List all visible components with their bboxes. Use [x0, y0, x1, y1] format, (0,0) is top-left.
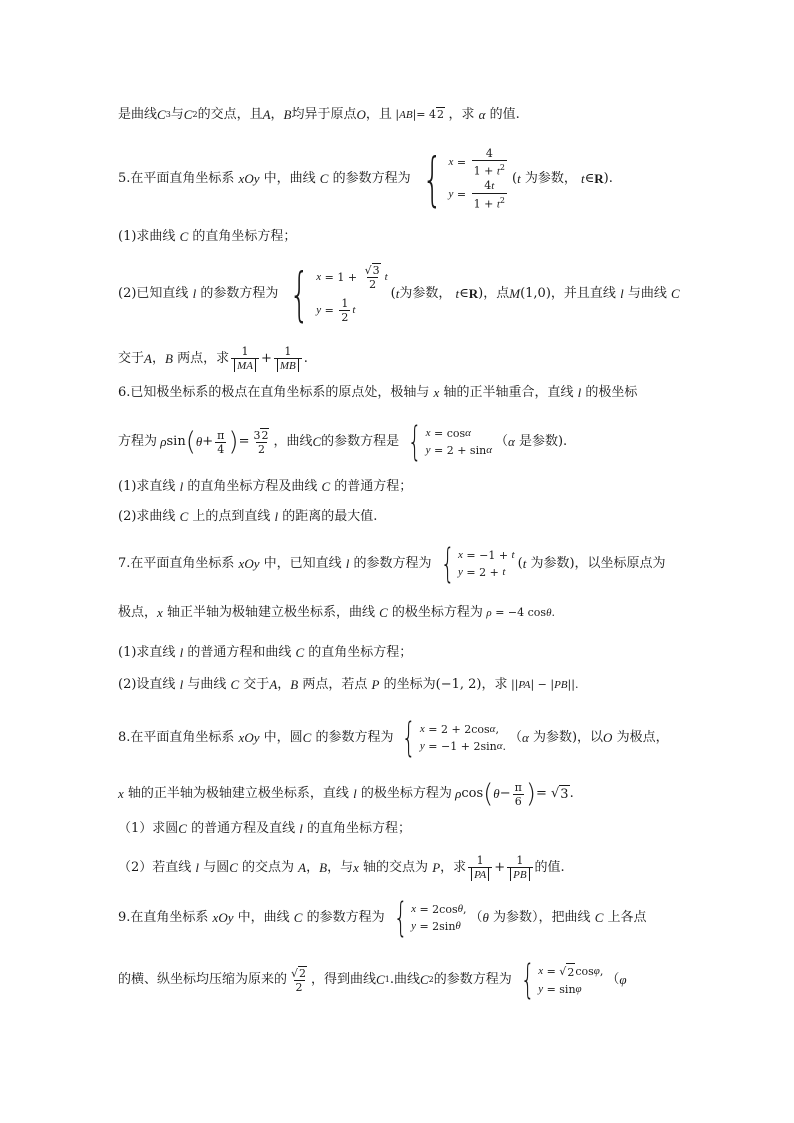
- q9-system: { x = 2cos θ , y = 2sin θ: [393, 895, 467, 941]
- text: 的距离的最大值.: [282, 509, 378, 524]
- text: 的直角坐标方程；: [192, 229, 297, 244]
- text: 轴的交点为: [363, 860, 429, 875]
- text: 的普通方程和曲线: [187, 645, 292, 660]
- text: ，点: [483, 286, 510, 301]
- text: 两点，求: [177, 351, 230, 366]
- text: 与曲线: [627, 286, 667, 301]
- text: 极点，: [118, 605, 158, 620]
- text: ，求: [448, 107, 475, 122]
- text: 为参数)，以坐标原点为: [530, 556, 666, 571]
- q5-part2-cont: 交于 A ， B 两点，求 $\frac{1}{MA}$ + $\frac{1}{MB}$ .: [118, 345, 308, 372]
- q8-line1: 8.在平面直角坐标系 xOy 中，圆 C 的参数方程为 { x = 2 + 2cos α , y = −1 + 2sin α . （ α 为参数)，以 O 为极点，: [118, 715, 669, 761]
- text: 的普通方程；: [334, 479, 413, 494]
- text: 为极点，: [616, 730, 669, 745]
- text: .曲线: [389, 972, 420, 987]
- text: (1)求直线: [118, 645, 176, 660]
- text: 的参数方程为: [433, 972, 512, 987]
- text: 的交点为: [242, 860, 295, 875]
- text: 轴正半轴为极轴建立极坐标系，曲线: [166, 605, 375, 620]
- q6-part1: (1)求直线 l 的直角坐标方程及曲线 C 的普通方程；: [118, 479, 413, 494]
- text: 为参数)，以: [532, 730, 604, 745]
- q9-line1: 9.在直角坐标系 xOy 中，曲线 C 的参数方程为 { x = 2cos θ , y = 2sin θ （ θ 为参数），把曲线 C 上各点: [118, 895, 647, 941]
- text: ，曲线: [273, 434, 313, 449]
- q7-line1: 7.在平面直角坐标系 xOy 中，已知直线 l 的参数方程为 { x = −1 + t y = 2 + t ( t 为参数)，以坐标原点为: [118, 541, 666, 587]
- math-ab: |AB|= 42: [391, 108, 444, 121]
- q8-system: { x = 2 + 2cos α , y = −1 + 2sin α .: [402, 715, 506, 761]
- text: 的参数方程为: [200, 286, 279, 301]
- text: 为参数，: [524, 171, 577, 186]
- text: 两点，若点: [302, 677, 368, 692]
- text: 的坐标为: [383, 677, 436, 692]
- text: 的参数方程为: [315, 730, 394, 745]
- q5-part1: (1)求曲线 C 的直角坐标方程；: [118, 229, 297, 244]
- text: 的极坐标: [585, 385, 638, 400]
- text: 中，曲线: [263, 171, 316, 186]
- q5-system: { x = $\frac{4}{1 + t^2}$ y = $\frac{4t}{1 + t^2}$: [421, 145, 505, 213]
- text: ，与: [327, 860, 354, 875]
- text: （: [606, 972, 620, 987]
- text: 均异于原点: [291, 107, 357, 122]
- text: 7.在平面直角坐标系: [118, 556, 235, 571]
- text: 5.在平面直角坐标系: [118, 171, 235, 186]
- text: 的直角坐标方程；: [307, 821, 412, 836]
- text: 的直角坐标方程及曲线: [187, 479, 318, 494]
- text: 是曲线: [118, 107, 158, 122]
- text: 轴的正半轴为极轴建立极坐标系，直线: [127, 786, 349, 801]
- text: 交于: [243, 677, 270, 692]
- text: 的极坐标方程为: [360, 786, 452, 801]
- text: 8.在平面直角坐标系: [118, 730, 235, 745]
- q4-tail-line: 是曲线 C 3 与 C 2 的交点，且 A ， B 均异于原点 O ，且 |AB|= 42 ，求 α 的值.: [118, 107, 520, 122]
- text: 轴的正半轴重合，直线: [443, 385, 574, 400]
- text: (2)已知直线: [118, 286, 189, 301]
- q8-part2: （2）若直线 l 与圆 C 的交点为 A ， B ，与 x 轴的交点为 P ，求 $\frac{1}{PA}$ + $\frac{1}{PB}$ 的值.: [118, 854, 565, 881]
- q6-part2: (2)求曲线 C 上的点到直线 l 的距离的最大值.: [118, 509, 378, 524]
- text: 9.在直角坐标系: [118, 910, 209, 925]
- text: (1)求直线: [118, 479, 176, 494]
- text: 6.已知极坐标系的极点在直角坐标系的原点处，极轴与: [118, 385, 430, 400]
- text: 交于: [118, 351, 145, 366]
- text: 上的点到直线: [192, 509, 271, 524]
- text: 上各点: [607, 910, 647, 925]
- text: 方程为: [118, 434, 158, 449]
- text: (1)求曲线: [118, 229, 176, 244]
- q9-system-2: { x = √ 2 cos φ , y = sin φ: [520, 957, 604, 1003]
- text: 是参数).: [518, 434, 568, 449]
- text: (2)求曲线: [118, 509, 176, 524]
- text: 与曲线: [187, 677, 227, 692]
- q7-system: { x = −1 + t y = 2 + t: [440, 541, 515, 587]
- text: 中，已知直线: [263, 556, 342, 571]
- text: 中，曲线: [237, 910, 290, 925]
- text: 的直角坐标方程；: [308, 645, 413, 660]
- q5-line-system: { x = 1 + $\frac{√3}{2}$ t y = $\frac{1}{2}$ t: [289, 260, 388, 328]
- text: 为参数，: [399, 286, 452, 301]
- text: 的参数方程为: [306, 910, 385, 925]
- q8-part1: （1）求圆 C 的普通方程及直线 l 的直角坐标方程；: [118, 821, 412, 836]
- text: 的极坐标方程为: [391, 605, 483, 620]
- q5-part2: (2)已知直线 l 的参数方程为 { x = 1 + $\frac{√3}{2}$ t y = $\frac{1}{2}$ t ( t 为参数， t ∈ R ) ，点 M (1,0) ，并且直线 l 与曲线 C: [118, 260, 680, 328]
- q6-line2: 方程为 ρ sin ( θ + $\frac{\pi}{4}$ ) = $\frac{32}{2}$ ，曲线 C 的参数方程是 { x = cos α y = 2 + sin α （ α 是参数).: [118, 419, 568, 465]
- text: ，且: [365, 107, 392, 122]
- text: 的参数方程为: [332, 171, 411, 186]
- text: 与: [170, 107, 184, 122]
- text: 的交点，且: [197, 107, 263, 122]
- text: 的横、纵坐标均压缩为原来的: [118, 972, 288, 987]
- text: 的值.: [534, 860, 565, 875]
- q9-line2: 的横、纵坐标均压缩为原来的 $\frac{√2}{2}$ ，得到曲线 C 1 .曲线 C 2 的参数方程为 { x = √ 2 cos φ , y = sin φ （ φ: [118, 957, 627, 1003]
- text: 与圆: [203, 860, 230, 875]
- text: 的值.: [489, 107, 520, 122]
- q7-part2: (2)设直线 l 与曲线 C 交于 A ， B 两点，若点 P 的坐标为 (−1, 2) ，求 ||PA| − |PB||.: [118, 677, 579, 692]
- q7-line2: 极点， x 轴正半轴为极轴建立极坐标系，曲线 C 的极坐标方程为 ρ = −4 cosθ.: [118, 605, 555, 620]
- q8-line2: x 轴的正半轴为极轴建立极坐标系，直线 l 的极坐标方程为 ρ cos ( θ − $\frac{\pi}{6}$ ) = √ 3 .: [118, 779, 574, 809]
- text: 的参数方程是: [321, 434, 400, 449]
- q7-part1: (1)求直线 l 的普通方程和曲线 C 的直角坐标方程；: [118, 645, 413, 660]
- text: ，求: [440, 860, 467, 875]
- text: （1）求圆: [118, 821, 179, 836]
- text: ，得到曲线: [311, 972, 377, 987]
- text: 的参数方程为: [353, 556, 432, 571]
- q5-stem: 5.在平面直角坐标系 xOy 中，曲线 C 的参数方程为 { x = $\frac{4}{1 + t^2}$ y = $\frac{4t}{1 + t^2}$ ( t 为参数， t ∈ R ).: [118, 145, 613, 213]
- text: 的普通方程及直线: [191, 821, 296, 836]
- text: 为参数），把曲线: [493, 910, 591, 925]
- text: ，求: [481, 677, 508, 692]
- text: ，并且直线: [550, 286, 616, 301]
- q6-line1: 6.已知极坐标系的极点在直角坐标系的原点处，极轴与 x 轴的正半轴重合，直线 l 的极坐标: [118, 385, 638, 400]
- text: 中，圆: [263, 730, 303, 745]
- text: （2）若直线: [118, 860, 192, 875]
- text: (2)设直线: [118, 677, 176, 692]
- q6-system: { x = cos α y = 2 + sin α: [407, 419, 492, 465]
